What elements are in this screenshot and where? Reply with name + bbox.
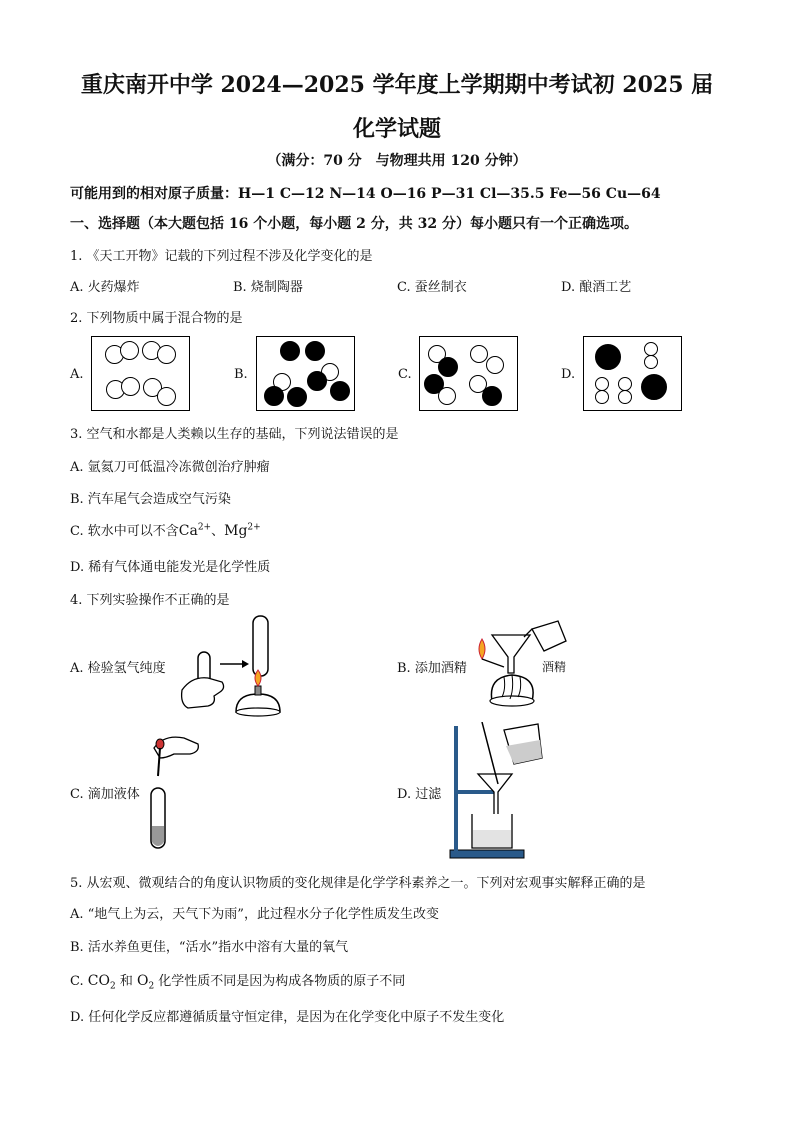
black-atom — [641, 374, 667, 400]
question-2-option-d: D. — [561, 367, 576, 382]
question-2-option-a: A. — [70, 367, 84, 382]
test-tube-icon — [253, 616, 268, 676]
question-5-stem: 5. 从宏观、微观结合的角度认识物质的变化规律是化学学科素养之一。下列对宏观事实解释正确的是 — [70, 876, 646, 891]
question-1-option-b: B. 烧制陶器 — [233, 280, 303, 295]
black-atom — [438, 357, 458, 377]
black-atom — [264, 386, 284, 406]
exam-subtitle: 化学试题 — [352, 116, 441, 142]
black-atom — [595, 344, 621, 370]
separator: 、 — [211, 524, 225, 539]
flame-icon — [479, 639, 485, 659]
question-4-option-b: B. 添加酒精 — [397, 661, 467, 676]
white-atom — [121, 377, 140, 396]
question-3-stem: 3. 空气和水都是人类赖以生存的基础，下列说法错误的是 — [70, 427, 399, 442]
question-1-option-c: C. 蚕丝制衣 — [397, 280, 467, 295]
question-3-option-b: B. 汽车尾气会造成空气污染 — [70, 492, 231, 507]
section-heading: 一、选择题（本大题包括 16 个小题，每小题 2 分，共 32 分）每小题只有一个正确选项。 — [70, 216, 638, 232]
white-atom — [470, 345, 488, 363]
funnel-icon — [492, 635, 530, 673]
question-1-option-d: D. 酿酒工艺 — [561, 280, 632, 295]
question-3-option-d: D. 稀有气体通电能发光是化学性质 — [70, 560, 271, 575]
particle-diagram-c — [419, 336, 518, 411]
white-atom — [644, 342, 658, 356]
hand-icon — [182, 678, 224, 708]
question-3-option-a: A. 氩氦刀可低温冷冻微创治疗肿瘤 — [70, 460, 270, 475]
white-atom — [120, 341, 139, 360]
question-4-stem: 4. 下列实验操作不正确的是 — [70, 593, 230, 608]
black-atom — [287, 387, 307, 407]
carbon-dioxide-formula: CO — [87, 973, 110, 989]
white-atom — [618, 390, 632, 404]
particle-diagram-a — [91, 336, 190, 411]
oxygen-subscript: 2 — [148, 981, 155, 992]
calcium-charge: 2+ — [197, 522, 212, 533]
white-atom — [595, 390, 609, 404]
question-1-stem: 1. 《天工开物》记载的下列过程不涉及化学变化的是 — [70, 249, 373, 264]
question-2-stem: 2. 下列物质中属于混合物的是 — [70, 311, 243, 326]
white-atom — [438, 387, 456, 405]
white-atom — [618, 377, 632, 391]
white-atom — [157, 345, 176, 364]
stand-rod-icon — [454, 726, 458, 852]
exam-info: （满分：70 分 与物理共用 120 分钟） — [267, 153, 527, 169]
question-1-option-a: A. 火药爆炸 — [70, 280, 140, 295]
ring-clamp-icon — [454, 790, 496, 794]
question-5-option-d: D. 任何化学反应都遵循质量守恒定律，是因为在化学变化中原子不发生变化 — [70, 1010, 505, 1025]
dropping-liquid-illustration — [144, 730, 204, 852]
white-atom — [644, 355, 658, 369]
white-atom — [595, 377, 609, 391]
oxygen-formula: O — [136, 973, 149, 989]
black-atom — [280, 341, 300, 361]
filtration-illustration — [446, 722, 546, 862]
dropper-bulb-icon — [156, 739, 164, 749]
carbon-dioxide-subscript: 2 — [109, 981, 116, 992]
option-c-rest: 化学性质不同是因为构成各物质的原子不同 — [154, 974, 406, 989]
black-atom — [307, 371, 327, 391]
bottle-icon — [532, 621, 566, 651]
question-4-option-c: C. 滴加液体 — [70, 787, 140, 802]
question-3-option-c — [70, 520, 261, 539]
question-5-option-c — [70, 970, 405, 992]
white-atom — [486, 356, 504, 374]
black-atom — [482, 386, 502, 406]
question-2-option-c: C. — [398, 367, 412, 382]
question-4-option-d: D. 过滤 — [397, 787, 442, 802]
conjunction: 和 — [115, 974, 137, 989]
calcium-ion: Ca — [178, 523, 198, 539]
option-c-prefix: C. — [70, 974, 88, 989]
particle-diagram-d — [583, 336, 682, 411]
black-atom — [305, 341, 325, 361]
exam-title: 重庆南开中学 2024—2025 学年度上学期期中考试初 2025 届 — [80, 72, 714, 98]
option-c-text: C. 软水中可以不含 — [70, 524, 179, 539]
question-5-option-a: A. “地气上为云，天气下为雨”，此过程水分子化学性质发生改变 — [70, 907, 439, 922]
arrow-head-icon — [242, 660, 249, 668]
particle-diagram-b — [256, 336, 355, 411]
question-5-option-b: B. 活水养鱼更佳，“活水”指水中溶有大量的氧气 — [70, 940, 349, 955]
hydrogen-purity-test-illustration — [178, 612, 288, 718]
question-2-option-b: B. — [234, 367, 248, 382]
black-atom — [330, 381, 350, 401]
magnesium-ion: Mg — [224, 523, 248, 539]
atomic-masses: 可能用到的相对原子质量：H—1 C—12 N—14 O—16 P—31 Cl—35.5 Fe—56 Cu—64 — [70, 186, 661, 202]
question-4-option-a: A. 检验氢气纯度 — [70, 661, 166, 676]
alcohol-label: 酒精 — [542, 660, 567, 674]
white-atom — [157, 387, 176, 406]
stand-base-icon — [450, 850, 524, 858]
magnesium-charge: 2+ — [247, 522, 261, 533]
